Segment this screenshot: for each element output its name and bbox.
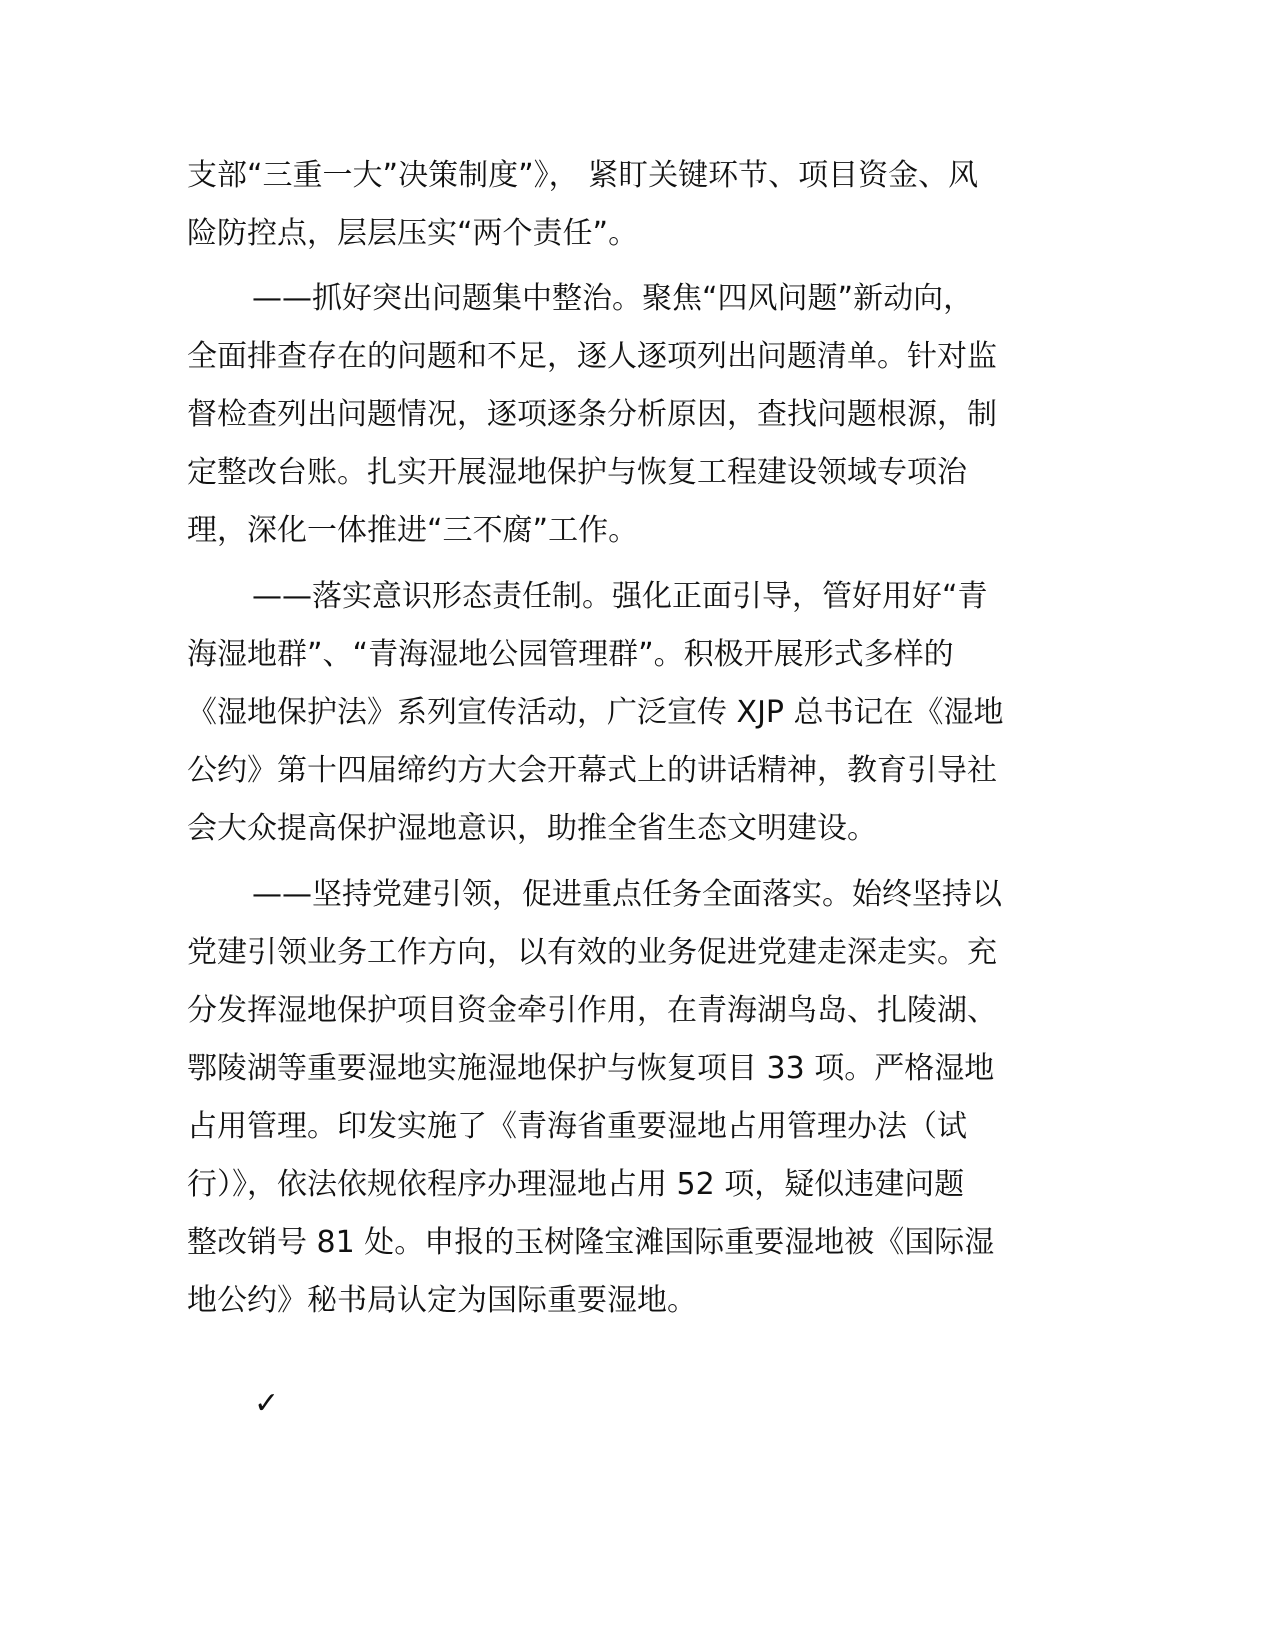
paragraph-line: 《湿地保护法》系列宣传活动，广泛宣传 XJP 总书记在《湿地 xyxy=(187,695,1004,730)
paragraph-3 xyxy=(187,568,1087,858)
paragraph-line: 定整改台账。扎实开展湿地保护与恢复工程建设领域专项治 xyxy=(187,455,967,490)
paragraph-line: 地公约》秘书局认定为国际重要湿地。 xyxy=(187,1283,697,1318)
paragraph-line: 险防控点，层层压实“两个责任”。 xyxy=(187,216,639,251)
paragraph-line: 支部“三重一大”决策制度”》， 紧盯关键环节、项目资金、风 xyxy=(187,158,979,193)
paragraph-line: 整改销号 81 处。申报的玉树隆宝滩国际重要湿地被《国际湿 xyxy=(187,1225,995,1260)
paragraph-line: 行）》，依法依规依程序办理湿地占用 52 项，疑似违建问题 xyxy=(187,1167,965,1202)
paragraph-line: ——抓好突出问题集中整治。聚焦“四风问题”新动向， xyxy=(252,281,974,316)
paragraph-line: 分发挥湿地保护项目资金牵引作用，在青海湖鸟岛、扎陵湖、 xyxy=(187,993,997,1028)
paragraph-line: 会大众提高保护湿地意识，助推全省生态文明建设。 xyxy=(187,811,877,846)
paragraph-line: 海湿地群”、“青海湿地公园管理群”。积极开展形式多样的 xyxy=(187,637,954,672)
checkmark-icon: ✓ xyxy=(254,1386,280,1421)
paragraph-line: ——落实意识形态责任制。强化正面引导，管好用好“青 xyxy=(252,579,988,614)
paragraph-2 xyxy=(187,270,1087,560)
paragraph-line: 党建引领业务工作方向，以有效的业务促进党建走深走实。充 xyxy=(187,935,997,970)
paragraph-line: 理，深化一体推进“三不腐”工作。 xyxy=(187,513,639,548)
paragraph-line: 占用管理。印发实施了《青海省重要湿地占用管理办法（试 xyxy=(187,1109,967,1144)
paragraph-line: 鄂陵湖等重要湿地实施湿地保护与恢复项目 33 项。严格湿地 xyxy=(187,1051,995,1086)
paragraph-1 xyxy=(187,147,1087,263)
paragraph-line: 全面排查存在的问题和不足，逐人逐项列出问题清单。针对监 xyxy=(187,339,997,374)
paragraph-line: 公约》第十四届缔约方大会开幕式上的讲话精神，教育引导社 xyxy=(187,753,997,788)
paragraph-4 xyxy=(187,866,1087,1330)
paragraph-line: ——坚持党建引领，促进重点任务全面落实。始终坚持以 xyxy=(252,877,1002,912)
paragraph-line: 督检查列出问题情况，逐项逐条分析原因，查找问题根源，制 xyxy=(187,397,997,432)
